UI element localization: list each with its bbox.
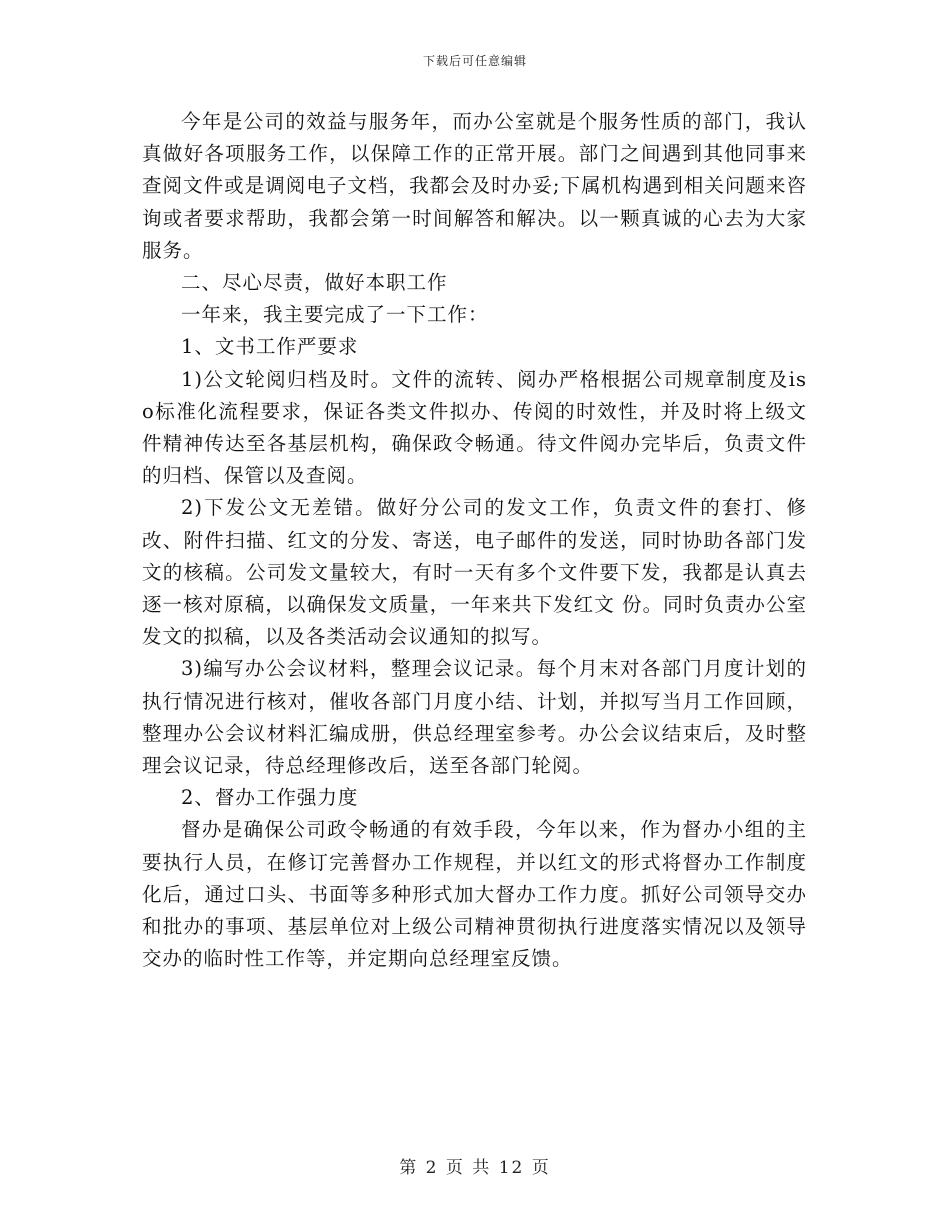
page-number: 第 2 页 共 12 页 bbox=[399, 1158, 551, 1178]
page-header: 下载后可任意编辑 bbox=[422, 54, 527, 68]
heading-supervision: 2、督办工作强力度 bbox=[181, 786, 359, 810]
paragraph-supervision: 督办是确保公司政令畅通的有效手段，今年以来，作为督办小组的主要执行人员，在修订完善督办工作规程，并以红文的形式将督办工作制度化后，通过口头、书面等多种形式加大督办工作力度。抓好公司领导交办和批办的事项、基层单位对上级公司精神贯彻执行进度落实情况以及领导交办的临时性工作等，并定期向总经理室反馈。 bbox=[142, 818, 807, 971]
document-body bbox=[142, 106, 807, 975]
paragraph-item-3: 3)编写办公会议材料，整理会议记录。每个月末对各部门月度计划的执行情况进行核对，催收各部门月度小结、计划，并拟写当月工作回顾，整理办公会议材料汇编成册，供总经理室参考。办公会议结束后，及时整理会议记录，待总经理修改后，送至各部门轮阅。 bbox=[142, 657, 807, 778]
paragraph-service: 今年是公司的效益与服务年，而办公室就是个服务性质的部门，我认真做好各项服务工作，以保障工作的正常开展。部门之间遇到其他同事来查阅文件或是调阅电子文档，我都会及时办妥;下属机构遇到相关问题来咨询或者要求帮助，我都会第一时间解答和解决。以一颗真诚的心去为大家服务。 bbox=[142, 110, 807, 262]
heading-documents: 1、文书工作严要求 bbox=[181, 335, 359, 359]
paragraph-item-1: 1)公文轮阅归档及时。文件的流转、阅办严格根据公司规章制度及iso标准化流程要求，保证各类文件拟办、传阅的时效性，并及时将上级文件精神传达至各基层机构，确保政令畅通。待文件阅办完毕后，负责文件的归档、保管以及查阅。 bbox=[142, 367, 807, 488]
paragraph-item-2: 2)下发公文无差错。做好分公司的发文工作，负责文件的套打、修改、附件扫描、红文的分发、寄送，电子邮件的发送，同时协助各部门发文的核稿。公司发文量较大，有时一天有多个文件要下发，我都是认真去逐一核对原稿，以确保发文质量，一年来共下发红文 份。同时负责办公室发文的拟稿，以及各类活动会议通知的拟写。 bbox=[142, 496, 807, 649]
heading-duty: 二、尽心尽责，做好本职工作 bbox=[181, 271, 448, 295]
paragraph-intro: 一年来，我主要完成了一下工作： bbox=[181, 303, 489, 327]
